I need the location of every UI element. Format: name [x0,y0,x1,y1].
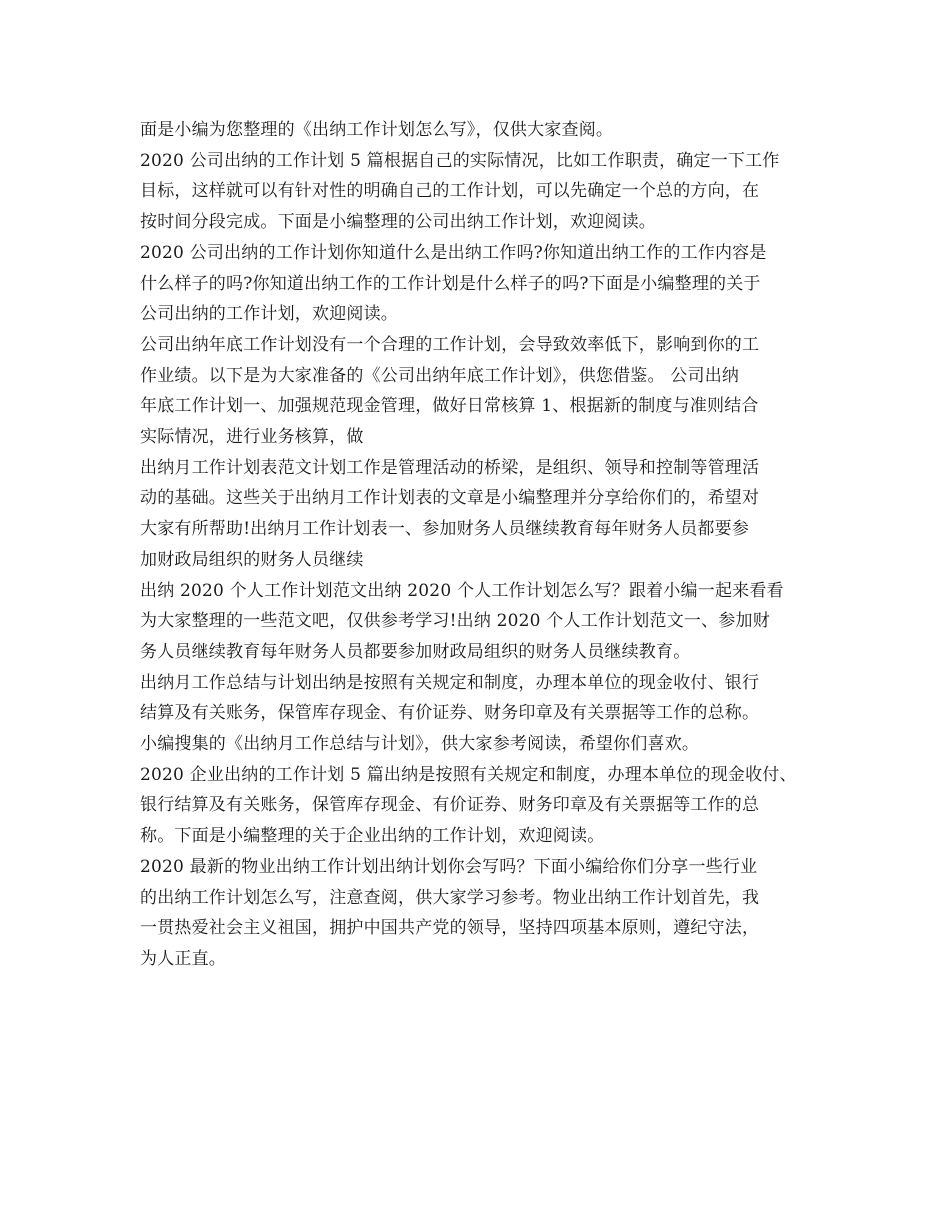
text-line: 为大家整理的一些范文吧，仅供参考学习!出纳 2020 个人工作计划范文一、参加财 [140,611,770,631]
text-line: 加财政局组织的财务人员继续 [140,550,364,570]
text-line: 作业绩。以下是为大家准备的《公司出纳年底工作计划》，供您借鉴。 公司出纳 [140,366,740,386]
text-line: 大家有所帮助!出纳月工作计划表一、参加财务人员继续教育每年财务人员都要参 [140,519,750,539]
text-line: 出纳月工作总结与计划出纳是按照有关规定和制度，办理本单位的现金收付、银行 [140,673,760,693]
text-line: 的出纳工作计划怎么写，注意查阅，供大家学习参考。物业出纳工作计划首先，我 [140,888,760,908]
text-line: 公司出纳年底工作计划没有一个合理的工作计划，会导致效率低下，影响到你的工 [140,335,760,355]
text-line: 按时间分段完成。下面是小编整理的公司出纳工作计划，欢迎阅读。 [140,212,656,232]
text-line: 2020 最新的物业出纳工作计划出纳计划你会写吗？下面小编给你们分享一些行业 [140,857,758,877]
text-line: 什么样子的吗?你知道出纳工作的工作计划是什么样子的吗?下面是小编整理的关于 [140,274,761,294]
text-line: 结算及有关账务，保管库存现金、有价证券、财务印章及有关票据等工作的总称。 [140,703,760,723]
text-line: 一贯热爱社会主义祖国，拥护中国共产党的领导，坚持四项基本原则，遵纪守法， [140,918,760,938]
text-line: 年底工作计划一、加强规范现金管理，做好日常核算 1、根据新的制度与准则结合 [140,396,759,416]
text-line: 为人正直。 [140,949,226,969]
text-line: 目标，这样就可以有针对性的明确自己的工作计划，可以先确定一个总的方向，在 [140,181,760,201]
text-line: 出纳 2020 个人工作计划范文出纳 2020 个人工作计划怎么写？跟着小编一起来看看 [140,581,784,601]
text-line: 小编搜集的《出纳月工作总结与计划》，供大家参考阅读，希望你们喜欢。 [140,734,700,754]
text-line: 动的基础。这些关于出纳月工作计划表的文章是小编整理并分享给你们的，希望对 [140,488,760,508]
text-line: 2020 企业出纳的工作计划 5 篇出纳是按照有关规定和制度，办理本单位的现金收付、 [140,765,797,785]
text-line: 公司出纳的工作计划，欢迎阅读。 [140,304,398,324]
text-line: 2020 公司出纳的工作计划你知道什么是出纳工作吗?你知道出纳工作的工作内容是 [140,243,767,263]
text-line: 务人员继续教育每年财务人员都要参加财政局组织的财务人员继续教育。 [140,642,691,662]
text-line: 面是小编为您整理的《出纳工作计划怎么写》，仅供大家查阅。 [140,120,614,140]
text-line: 称。下面是小编整理的关于企业出纳的工作计划，欢迎阅读。 [140,826,605,846]
text-line: 出纳月工作计划表范文计划工作是管理活动的桥梁，是组织、领导和控制等管理活 [140,458,760,478]
text-line: 实际情况，进行业务核算，做 [140,427,364,447]
text-line: 银行结算及有关账务，保管库存现金、有价证券、财务印章及有关票据等工作的总 [140,795,760,815]
text-line: 2020 公司出纳的工作计划 5 篇根据自己的实际情况，比如工作职责，确定一下工作 [140,151,780,171]
